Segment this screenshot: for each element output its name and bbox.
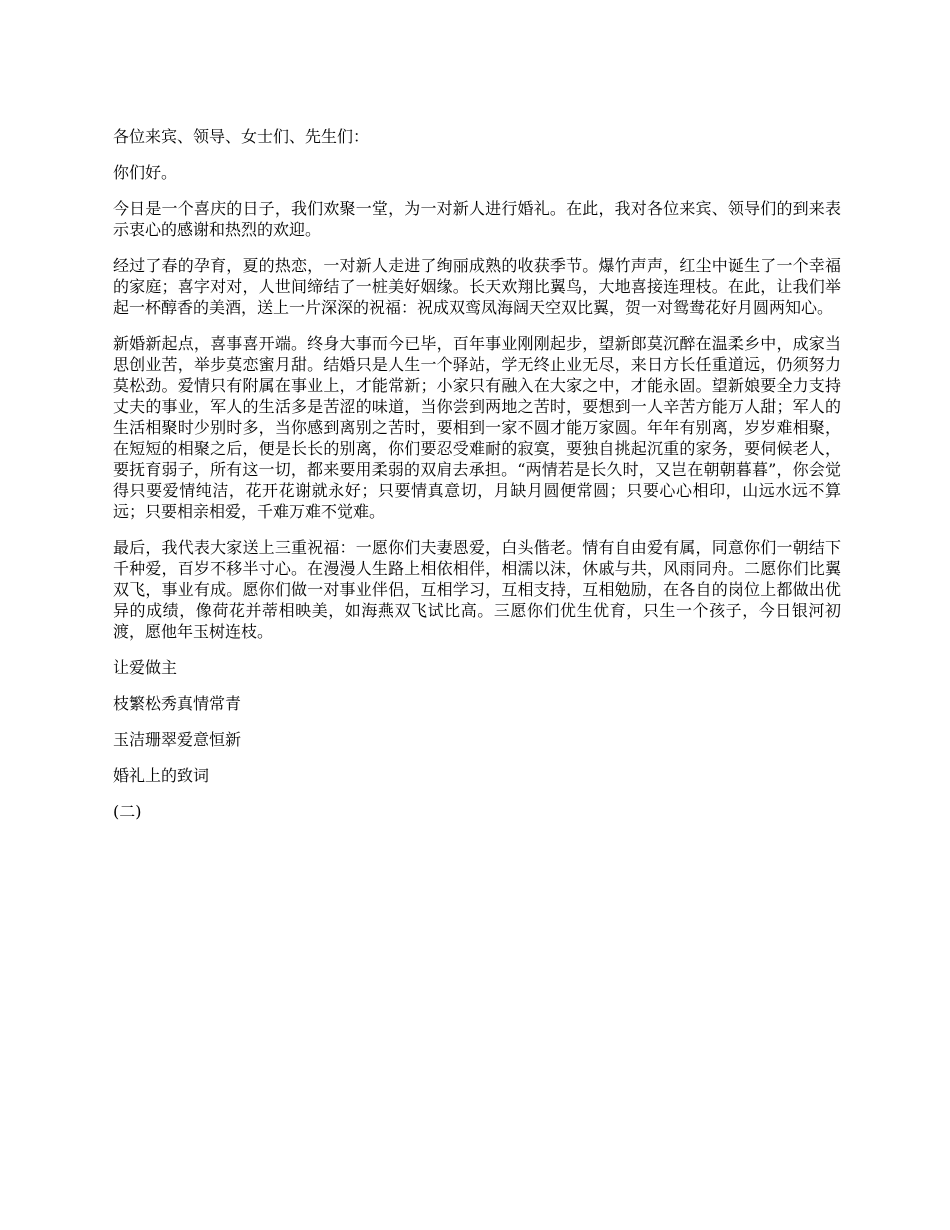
couplet-line-1: 枝繁松秀真情常青: [113, 694, 242, 713]
couplet-line-2: 玉洁珊翠爱意恒新: [113, 730, 242, 749]
heading-let-love-decide: 让爱做主: [113, 658, 178, 677]
wishes-paragraph: 最后，我代表大家送上三重祝福：一愿你们夫妻恩爱，白头偕老。情有自由爱有属，同意你们一朝结下千种爱，百岁不移半寸心。在漫漫人生路上相依相伴，相濡以沫，休戚与共，风雨同舟。二愿你们比翼双飞，事业有成。愿你们做一对事业伴侣，互相学习，互相支持，互相勉励，在各自的岗位上都做出优异的成绩，像荷花并蒂相映美，如海燕双飞试比高。三愿你们优生优育，只生一个孩子，今日银河初渡，愿他年玉树连枝。: [113, 538, 841, 641]
salutation: 各位来宾、领导、女士们、先生们：: [113, 127, 370, 146]
section-number: (二): [113, 802, 142, 821]
blessing-paragraph: 经过了春的孕育，夏的热恋，一对新人走进了绚丽成熟的收获季节。爆竹声声，红尘中诞生了一个幸福的家庭；喜字对对，人世间缔结了一桩美好姻缘。长天欢翔比翼鸟，大地喜接连理枝。在此，让我们举起一杯醇香的美酒，送上一片深深的祝福：祝成双鸾凤海阔天空双比翼，贺一对鸳鸯花好月圆两知心。: [113, 256, 841, 317]
greeting: 你们好。: [113, 163, 178, 182]
section-title: 婚礼上的致词: [113, 766, 210, 785]
intro-paragraph: 今日是一个喜庆的日子，我们欢聚一堂，为一对新人进行婚礼。在此，我对各位来宾、领导们的到来表示衷心的感谢和热烈的欢迎。: [113, 199, 841, 239]
document-body: [113, 126, 841, 837]
advice-paragraph: 新婚新起点，喜事喜开端。终身大事而今已毕，百年事业刚刚起步，望新郎莫沉醉在温柔乡中，成家当思创业苦，举步莫恋蜜月甜。结婚只是人生一个驿站，学无终止业无尽，来日方长任重道远，仍须努力莫松劲。爱情只有附属在事业上，才能常新；小家只有融入在大家之中，才能永固。望新娘要全力支持丈夫的事业，军人的生活多是苦涩的味道，当你尝到两地之苦时，要想到一人辛苦方能万人甜；军人的生活相聚时少别时多，当你感到离别之苦时，要相到一家不圆才能万家圆。年年有别离，岁岁难相聚，在短短的相聚之后，便是长长的别离，你们要忍受难耐的寂寞，要独自挑起沉重的家务，要伺候老人，要抚育弱子，所有这一切，都来要用柔弱的双肩去承担。“两情若是长久时，又岂在朝朝暮暮”，你会觉得只要爱情纯洁，花开花谢就永好；只要情真意切，月缺月圆便常圆；只要心心相印，山远水远不算远；只要相亲相爱，千难万难不觉难。: [113, 334, 841, 521]
